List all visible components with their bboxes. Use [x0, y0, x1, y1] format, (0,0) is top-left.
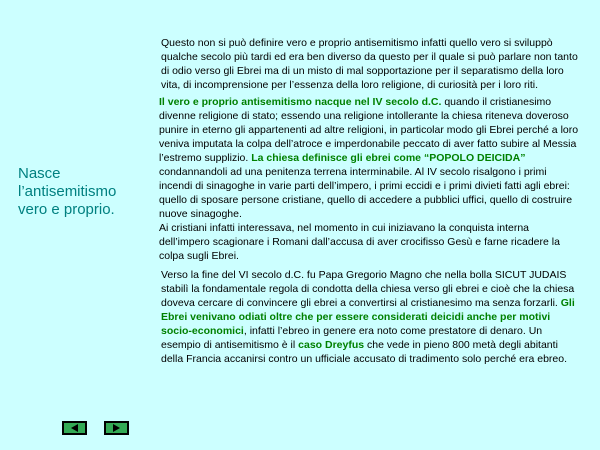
paragraph-origin-text-3: Ai cristiani infatti interessava, nel momento in cui iniziavano la conquista interna dell’impero scagionare i Romani dall’accusa di aver crocifisso Gesù e farne ricadere la colpa sugli Ebrei.: [159, 222, 560, 262]
next-button[interactable]: [104, 421, 129, 435]
paragraph-gregory: [161, 268, 581, 366]
paragraph-origin: [159, 95, 581, 263]
paragraph-intro: Questo non si può definire vero e proprio antisemitismo infatti quello vero si sviluppò qualche secolo più tardi ed era ben diverso da questo per il quale si può parlare non tanto di odio verso gli Ebrei ma di un misto di mal sopportazione per il separatismo della loro vita, di incomprensione per l’essenza della loro religione, di curiosità per i loro riti.: [161, 37, 578, 91]
arrow-right-icon: [113, 424, 120, 432]
paragraph-gregory-text-2: , infatti l’ebreo in genere era noto come prestatore di denaro. Un esempio di antisemitismo è il: [161, 325, 543, 351]
highlight-deicide: La chiesa definisce gli ebrei come “POPOLO DEICIDA”: [251, 152, 526, 164]
arrow-left-icon: [71, 424, 78, 432]
paragraph-gregory-text-3: che vede in pieno 800 metà degli abitanti della Francia accanirsi contro un ufficiale accusato di tradimento solo perché era ebreo.: [161, 339, 568, 365]
paragraph-origin-text-2: condannandoli ad una penitenza terrena interminabile. Al IV secolo risalgono i primi incendi di sinagoghe in varie parti dell’impero, i primi eccidi e i primi divieti fatti agli ebrei: quello di sposare persone cristiane, quello di accedere a pubblici uffici, quello di costruire nuove sinagoghe.: [159, 166, 573, 220]
paragraph-gregory-text-1: Verso la fine del VI secolo d.C. fu Papa Gregorio Magno che nella bolla SICUT JUDAIS stabilì la fondamentale regola di condotta della chiesa verso gli ebrei e cioè che la chiesa doveva cercare di convincere gli ebrei a convertirsi al cristianesimo ma senza forzarli.: [161, 269, 575, 309]
paragraph-origin-text-1: quando il cristianesimo divenne religione di stato; essendo una religione intollerante la chiesa riteneva doveroso punire in eterno gli appartenenti ad altre religioni, in particolar modo gli Ebrei perché a loro veniva imputata la colpa dell’atroce e imperdonabile peccato di aver fatto subire al Messia l’estremo supplizio.: [159, 96, 579, 164]
highlight-dreyfus: caso Dreyfus: [298, 339, 365, 351]
slide-title: [18, 165, 153, 219]
title-line-1: Nasce: [18, 165, 61, 182]
content-body: [161, 36, 581, 366]
highlight-socio-economic: Gli Ebrei venivano odiati oltre che per essere considerati deicidi anche per motivi socio-economici: [161, 297, 575, 337]
title-line-2: l’antisemitismo: [18, 183, 117, 200]
highlight-origin: Il vero e proprio antisemitismo nacque nel IV secolo d.C.: [159, 96, 442, 108]
prev-button[interactable]: [62, 421, 87, 435]
title-line-3: vero e proprio.: [18, 201, 115, 218]
